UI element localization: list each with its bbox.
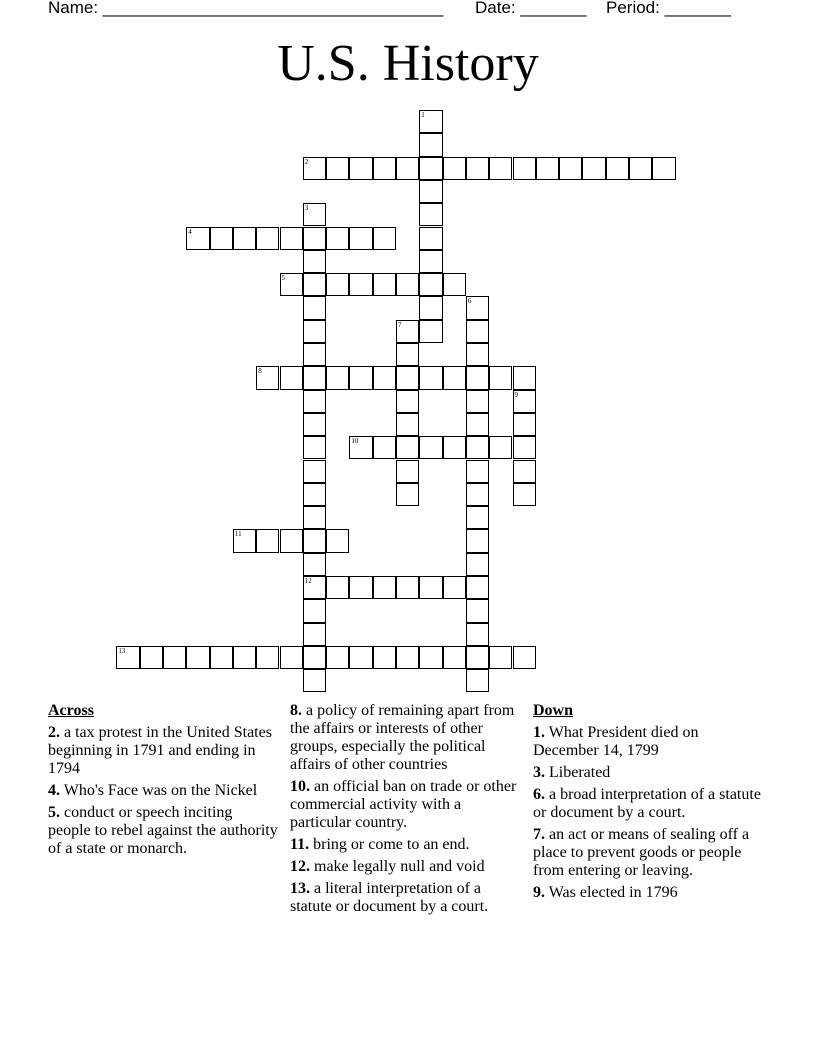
clue-across-13 <box>290 880 522 916</box>
grid-cell[interactable] <box>349 576 372 599</box>
grid-cell[interactable] <box>419 320 442 343</box>
grid-cell[interactable] <box>303 599 326 622</box>
date-field[interactable]: Date: _______ <box>475 0 587 17</box>
grid-cell[interactable] <box>326 227 349 250</box>
grid-cell[interactable] <box>373 366 396 389</box>
clue-column-1 <box>48 702 278 862</box>
grid-cell[interactable] <box>373 576 396 599</box>
grid-cell[interactable] <box>466 460 489 483</box>
grid-cell[interactable] <box>303 413 326 436</box>
clue-column-2 <box>290 702 522 920</box>
grid-cell[interactable] <box>373 157 396 180</box>
clue-number: 9. <box>533 884 545 901</box>
page-title: U.S. History <box>277 35 539 92</box>
grid-cell[interactable] <box>326 576 349 599</box>
cell-number: 1 <box>421 111 425 119</box>
grid-cell[interactable] <box>419 250 442 273</box>
clue-text: Was elected in 1796 <box>548 884 678 901</box>
clue-number: 10. <box>290 778 310 795</box>
grid-cell[interactable] <box>419 576 442 599</box>
grid-cell[interactable] <box>233 529 256 552</box>
cell-number: 10 <box>351 437 359 446</box>
grid-cell[interactable] <box>396 366 419 389</box>
grid-cell[interactable] <box>163 646 186 669</box>
clue-down-6 <box>533 786 768 822</box>
grid-cell[interactable] <box>513 413 536 436</box>
cell-number: 8 <box>258 367 262 376</box>
cell-number: 11 <box>234 530 242 539</box>
grid-cell[interactable] <box>256 646 279 669</box>
grid-cell[interactable] <box>443 436 466 459</box>
clue-down-7 <box>533 826 768 880</box>
grid-cell[interactable] <box>303 296 326 319</box>
grid-cell[interactable] <box>303 483 326 506</box>
grid-cell[interactable] <box>466 157 489 180</box>
grid-cell[interactable] <box>466 599 489 622</box>
cell-number: 7 <box>398 320 402 329</box>
grid-cell[interactable] <box>466 390 489 413</box>
clue-number: 3. <box>533 764 545 781</box>
cell-number: 4 <box>188 227 192 236</box>
clue-number: 4. <box>48 782 60 799</box>
grid-cell[interactable] <box>466 669 489 692</box>
grid-cell[interactable] <box>303 366 326 389</box>
cell-number: 3 <box>304 204 309 213</box>
clue-number: 12. <box>290 858 310 875</box>
grid-cell[interactable] <box>116 646 139 669</box>
grid-cell[interactable] <box>349 436 372 459</box>
grid-cell[interactable] <box>256 366 279 389</box>
grid-cell[interactable] <box>373 273 396 296</box>
clue-text: bring or come to an end. <box>313 836 470 853</box>
grid-cell[interactable] <box>419 646 442 669</box>
grid-cell[interactable] <box>349 273 372 296</box>
clue-number: 7. <box>533 826 545 843</box>
clue-column-3 <box>533 702 768 906</box>
grid-cell[interactable] <box>349 366 372 389</box>
grid-cell[interactable] <box>396 483 419 506</box>
grid-cell[interactable] <box>396 436 419 459</box>
grid-cell[interactable] <box>443 273 466 296</box>
grid-cell[interactable] <box>419 203 442 226</box>
clue-text: Liberated <box>549 764 611 781</box>
clue-number: 11. <box>290 836 310 853</box>
clue-number: 13. <box>290 880 310 897</box>
grid-cell[interactable] <box>303 273 326 296</box>
grid-cell[interactable] <box>443 366 466 389</box>
clue-down-3 <box>533 764 768 782</box>
grid-cell[interactable] <box>513 366 536 389</box>
clue-text: Who's Face was on the Nickel <box>63 782 258 799</box>
grid-cell[interactable] <box>606 157 629 180</box>
grid-cell[interactable] <box>256 227 279 250</box>
clue-number: 6. <box>533 786 545 803</box>
grid-cell[interactable] <box>513 157 536 180</box>
grid-cell[interactable] <box>536 157 559 180</box>
grid-cell[interactable] <box>303 157 326 180</box>
grid-cell[interactable] <box>396 343 419 366</box>
grid-cell[interactable] <box>629 157 652 180</box>
grid-cell[interactable] <box>396 390 419 413</box>
grid-cell[interactable] <box>303 227 326 250</box>
cell-number: 5 <box>281 274 285 283</box>
clue-text: make legally null and void <box>314 858 485 875</box>
period-field[interactable]: Period: _______ <box>606 0 731 17</box>
grid-cell[interactable] <box>443 576 466 599</box>
clue-number: 5. <box>48 804 60 821</box>
grid-cell[interactable] <box>652 157 675 180</box>
grid-cell[interactable] <box>489 157 512 180</box>
grid-cell[interactable] <box>186 227 209 250</box>
grid-cell[interactable] <box>466 343 489 366</box>
grid-cell[interactable] <box>466 553 489 576</box>
grid-cell[interactable] <box>303 646 326 669</box>
grid-cell[interactable] <box>233 227 256 250</box>
down-heading: Down <box>533 702 574 719</box>
cell-number: 6 <box>467 297 472 306</box>
grid-cell[interactable] <box>186 646 209 669</box>
clue-down-9 <box>533 884 768 902</box>
grid-cell[interactable] <box>466 576 489 599</box>
grid-cell[interactable] <box>466 436 489 459</box>
clue-text: a broad interpretation of a statute or document by a court. <box>533 786 761 821</box>
grid-cell[interactable] <box>443 646 466 669</box>
grid-cell[interactable] <box>303 390 326 413</box>
grid-cell[interactable] <box>396 320 419 343</box>
grid-cell[interactable] <box>303 576 326 599</box>
clue-text: a policy of remaining apart from the affairs or interests of other groups, especially the political affairs of other countries <box>290 702 515 773</box>
clue-text: a literal interpretation of a statute or document by a court. <box>290 880 489 915</box>
grid-cell[interactable] <box>349 227 372 250</box>
grid-cell[interactable] <box>349 646 372 669</box>
clue-across-10 <box>290 778 522 832</box>
cell-number: 12 <box>304 577 312 585</box>
grid-cell[interactable] <box>489 366 512 389</box>
clue-across-8 <box>290 702 522 774</box>
grid-cell[interactable] <box>513 460 536 483</box>
grid-cell[interactable] <box>303 250 326 273</box>
grid-cell[interactable] <box>233 646 256 669</box>
grid-cell[interactable] <box>419 157 442 180</box>
grid-cell[interactable] <box>326 529 349 552</box>
clue-across-5 <box>48 804 278 858</box>
grid-cell[interactable] <box>513 390 536 413</box>
grid-cell[interactable] <box>303 506 326 529</box>
clue-number: 1. <box>533 724 545 741</box>
grid-cell[interactable] <box>443 157 466 180</box>
grid-cell[interactable] <box>256 529 279 552</box>
grid-cell[interactable] <box>210 227 233 250</box>
grid-cell[interactable] <box>303 436 326 459</box>
grid-cell[interactable] <box>280 366 303 389</box>
cell-number: 2 <box>304 157 309 166</box>
grid-cell[interactable] <box>396 460 419 483</box>
grid-cell[interactable] <box>419 273 442 296</box>
grid-cell[interactable] <box>326 157 349 180</box>
grid-cell[interactable] <box>419 133 442 156</box>
clue-number: 2. <box>48 724 60 741</box>
grid-cell[interactable] <box>303 320 326 343</box>
grid-cell[interactable] <box>326 273 349 296</box>
grid-cell[interactable] <box>513 483 536 506</box>
grid-cell[interactable] <box>303 460 326 483</box>
grid-cell[interactable] <box>280 227 303 250</box>
clue-across-12 <box>290 858 522 876</box>
grid-cell[interactable] <box>210 646 233 669</box>
grid-cell[interactable] <box>466 320 489 343</box>
clue-text: What President died on December 14, 1799 <box>533 724 699 759</box>
grid-cell[interactable] <box>559 157 582 180</box>
cell-number: 9 <box>514 390 518 399</box>
grid-cell[interactable] <box>396 576 419 599</box>
grid-cell[interactable] <box>373 436 396 459</box>
clue-text: a tax protest in the United States beginning in 1791 and ending in 1794 <box>48 724 272 777</box>
grid-cell[interactable] <box>280 529 303 552</box>
grid-cell[interactable] <box>419 296 442 319</box>
grid-cell[interactable] <box>466 483 489 506</box>
grid-cell[interactable] <box>513 436 536 459</box>
header-fields <box>48 0 808 20</box>
grid-cell[interactable] <box>419 366 442 389</box>
clue-number: 8. <box>290 702 302 719</box>
cell-number: 13 <box>118 646 126 655</box>
across-heading: Across <box>48 702 94 719</box>
clue-text: conduct or speech inciting people to rebel against the authority of a state or monarch. <box>48 804 278 857</box>
grid-cell[interactable] <box>582 157 605 180</box>
grid-cell[interactable] <box>303 343 326 366</box>
grid-cell[interactable] <box>280 273 303 296</box>
grid-cell[interactable] <box>466 366 489 389</box>
grid-cell[interactable] <box>303 203 326 226</box>
grid-cell[interactable] <box>349 157 372 180</box>
grid-cell[interactable] <box>489 646 512 669</box>
grid-cell[interactable] <box>466 646 489 669</box>
clue-down-1 <box>533 724 768 760</box>
grid-cell[interactable] <box>303 553 326 576</box>
grid-cell[interactable] <box>419 110 442 133</box>
grid-cell[interactable] <box>396 273 419 296</box>
clue-across-11 <box>290 836 522 854</box>
grid-cell[interactable] <box>419 180 442 203</box>
clue-across-2 <box>48 724 278 778</box>
clue-text: an official ban on trade or other commercial activity with a particular country. <box>290 778 517 831</box>
grid-cell[interactable] <box>396 646 419 669</box>
grid-cell[interactable] <box>419 227 442 250</box>
name-field[interactable]: Name: ____________________________________ <box>48 0 444 17</box>
grid-cell[interactable] <box>466 506 489 529</box>
grid-cell[interactable] <box>513 646 536 669</box>
grid-cell[interactable] <box>140 646 163 669</box>
grid-cell[interactable] <box>373 646 396 669</box>
grid-cell[interactable] <box>326 646 349 669</box>
grid-cell[interactable] <box>466 413 489 436</box>
grid-cell[interactable] <box>303 669 326 692</box>
grid-cell[interactable] <box>303 623 326 646</box>
grid-cell[interactable] <box>466 623 489 646</box>
grid-cell[interactable] <box>466 296 489 319</box>
grid-cell[interactable] <box>419 436 442 459</box>
clue-across-4 <box>48 782 278 800</box>
grid-cell[interactable] <box>280 646 303 669</box>
grid-cell[interactable] <box>326 366 349 389</box>
grid-cell[interactable] <box>466 529 489 552</box>
grid-cell[interactable] <box>396 157 419 180</box>
grid-cell[interactable] <box>303 529 326 552</box>
grid-cell[interactable] <box>396 413 419 436</box>
grid-cell[interactable] <box>373 227 396 250</box>
clue-text: an act or means of sealing off a place to prevent goods or people from entering or leaving. <box>533 826 750 879</box>
grid-cell[interactable] <box>489 436 512 459</box>
